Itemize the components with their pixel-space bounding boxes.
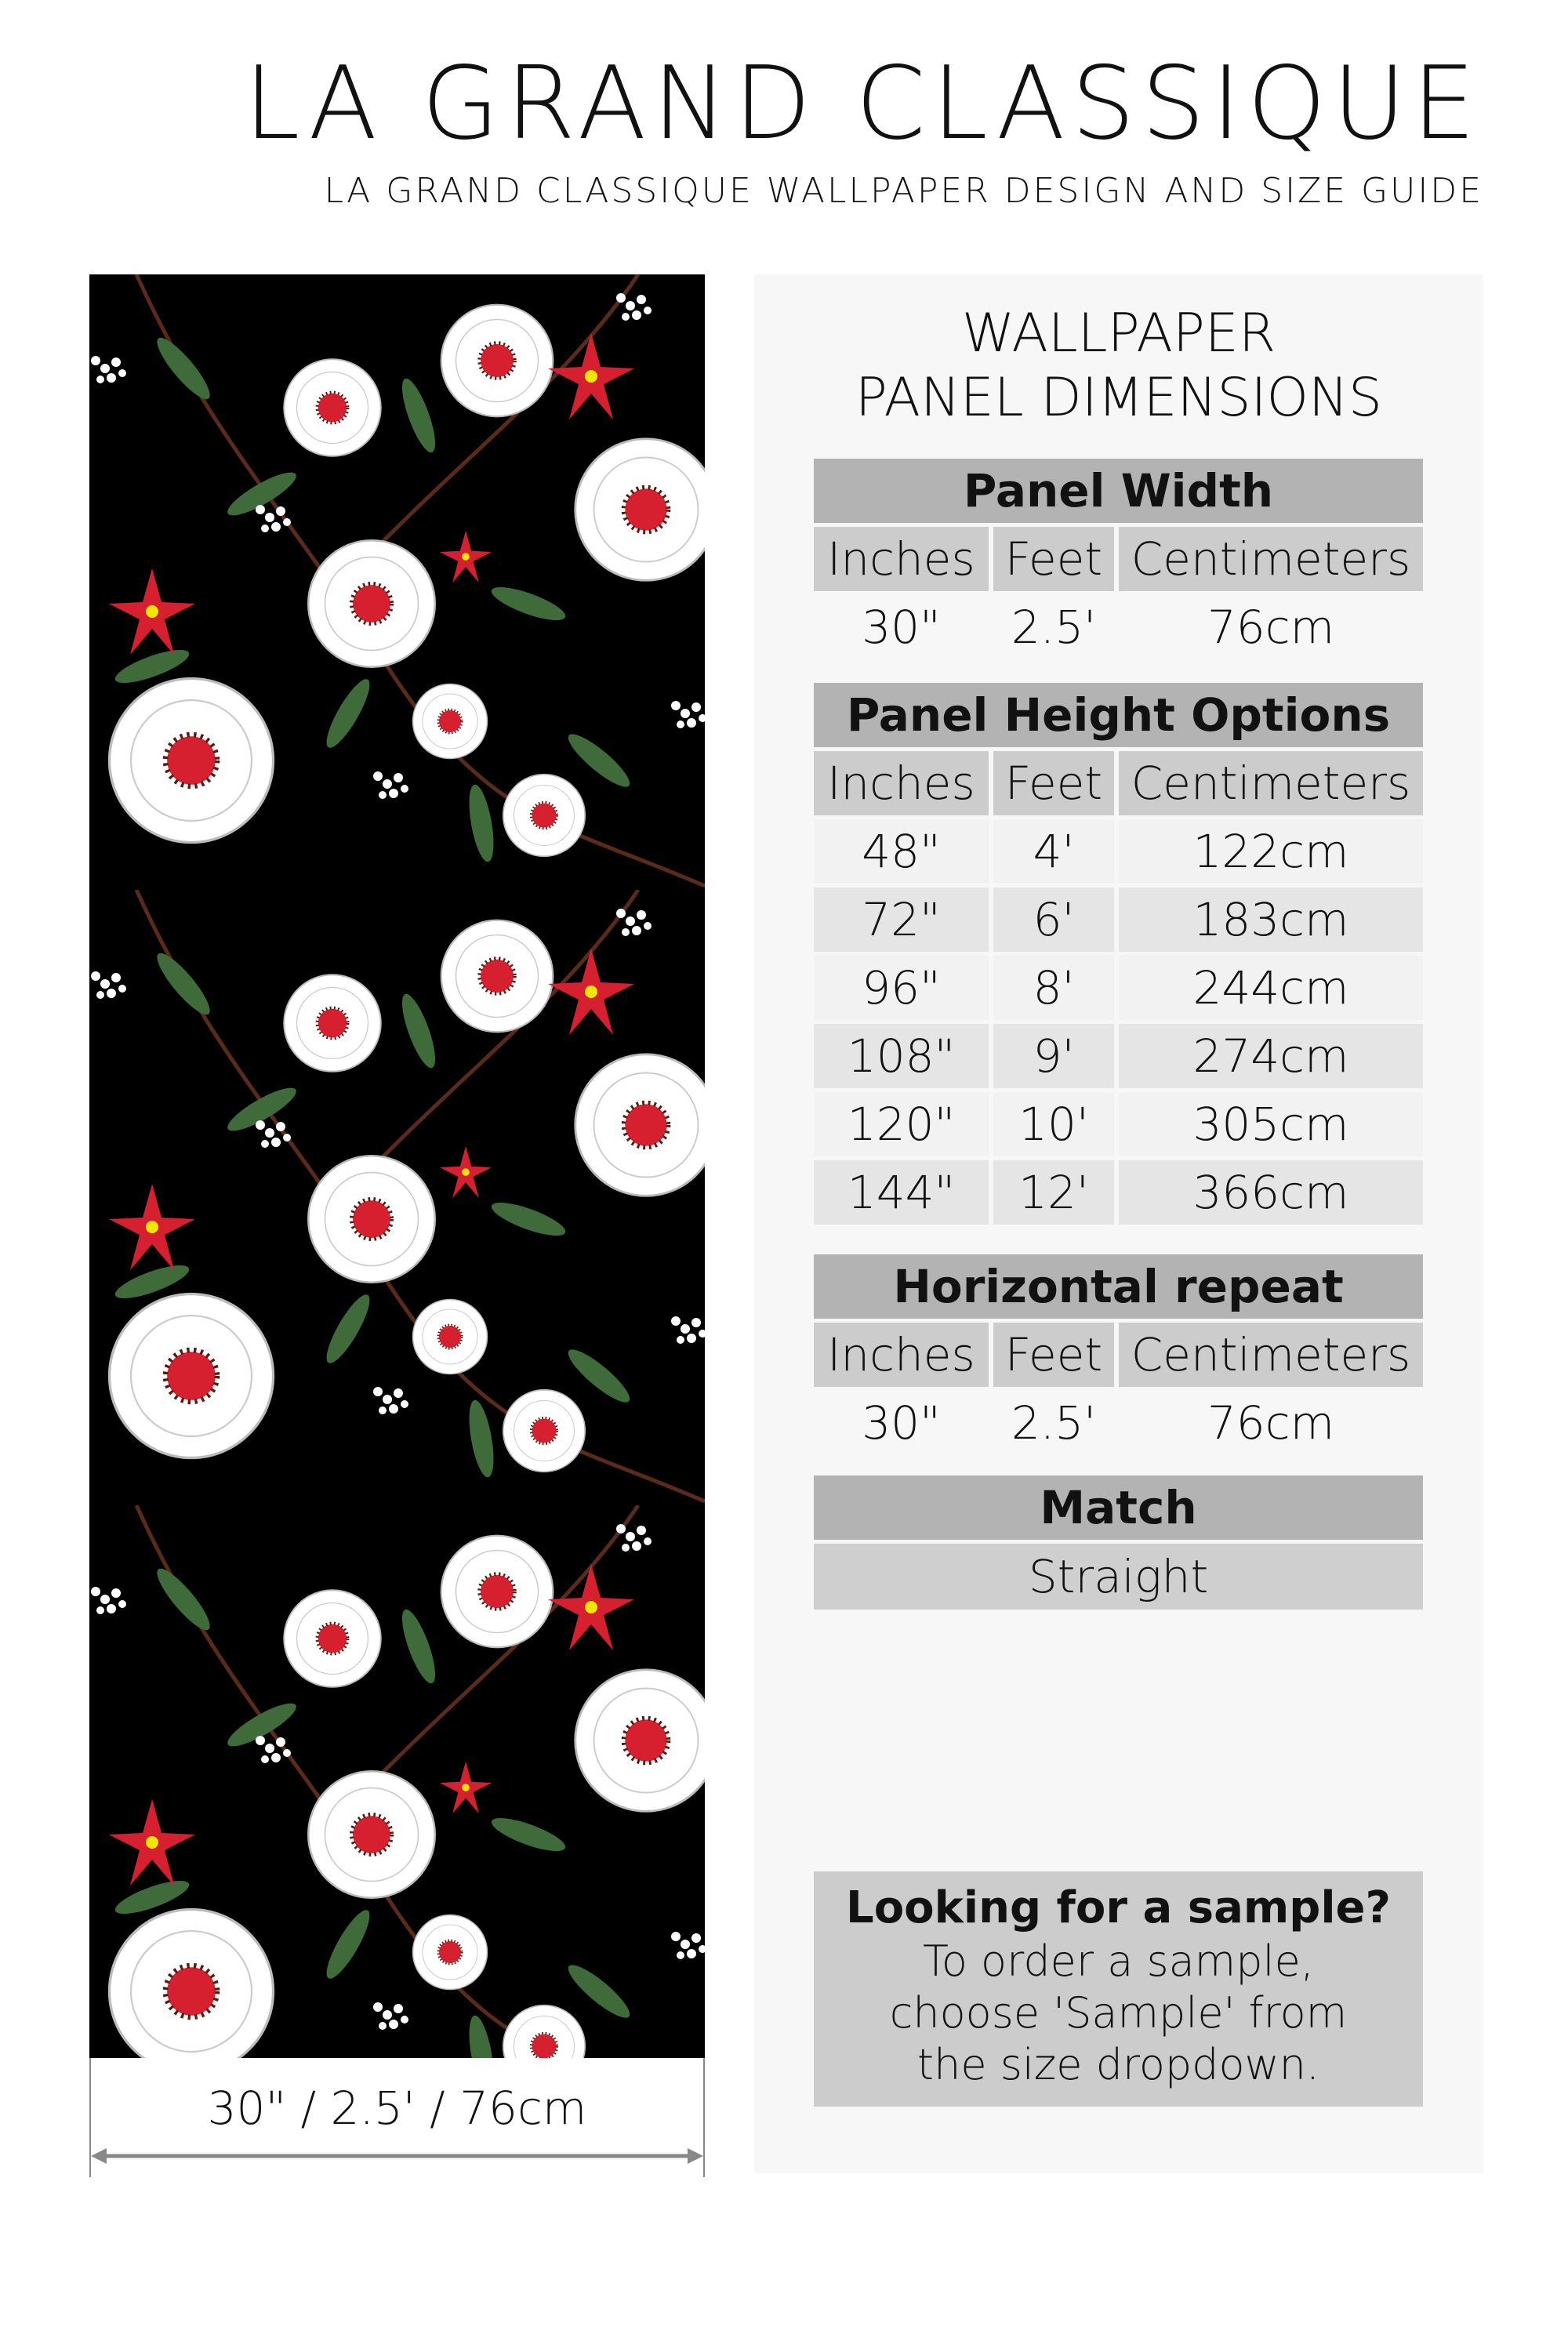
panel-height-table (814, 683, 1423, 1225)
table-row (814, 1391, 1423, 1455)
value-inches: 30" (862, 1396, 941, 1450)
value-centimeters: 244cm (1119, 956, 1423, 1020)
panel-width-dimension (89, 2058, 705, 2177)
value-centimeters: 305cm (1119, 1092, 1423, 1156)
title-line-1: WALLPAPER (961, 303, 1276, 365)
brand-subtitle: LA GRAND CLASSIQUE WALLPAPER DESIGN AND SIZE GUIDE (324, 171, 1483, 211)
double-arrow-icon (91, 2148, 703, 2164)
col-feet: Feet (993, 527, 1114, 591)
value-centimeters: 183cm (1119, 887, 1423, 952)
value-inches: 30" (862, 601, 941, 654)
value-inches: 48" (814, 819, 989, 884)
col-centimeters: Centimeters (1119, 1323, 1423, 1387)
sample-line-3: the size dropdown. (916, 2040, 1320, 2089)
panel-width-header: Panel Width (814, 459, 1423, 523)
match-header: Match (814, 1475, 1423, 1540)
col-feet: Feet (993, 751, 1114, 815)
table-row (814, 1160, 1423, 1225)
value-feet: 10' (993, 1092, 1114, 1156)
col-inches: Inches (814, 527, 989, 591)
value-inches: 144" (814, 1160, 989, 1225)
value-inches: 72" (814, 887, 989, 952)
match-value: Straight (814, 1544, 1423, 1610)
value-feet: 4' (993, 819, 1114, 884)
value-feet: 12' (993, 1160, 1114, 1225)
title-line-2: PANEL DIMENSIONS (855, 367, 1383, 429)
col-centimeters: Centimeters (1119, 527, 1423, 591)
table-row (814, 1024, 1423, 1088)
wallpaper-pattern-preview (89, 274, 705, 2058)
dimensions-panel (754, 274, 1483, 2173)
value-feet: 2.5' (1011, 601, 1097, 654)
sample-line-2: choose 'Sample' from (889, 1988, 1348, 2038)
horizontal-repeat-header: Horizontal repeat (814, 1254, 1423, 1319)
panel-width-table (814, 459, 1423, 659)
col-feet: Feet (993, 1323, 1114, 1387)
value-centimeters: 274cm (1119, 1024, 1423, 1088)
value-inches: 96" (814, 956, 989, 1020)
col-inches: Inches (814, 751, 989, 815)
value-inches: 120" (814, 1092, 989, 1156)
table-row (814, 887, 1423, 952)
value-centimeters: 76cm (1207, 601, 1335, 654)
panel-height-header: Panel Height Options (814, 683, 1423, 747)
col-centimeters: Centimeters (1119, 751, 1423, 815)
table-row (814, 819, 1423, 884)
brand-title: LA GRAND CLASSIQUE (244, 45, 1482, 162)
column-headers (814, 527, 1423, 591)
sample-info-box (814, 1871, 1423, 2107)
table-row (814, 1092, 1423, 1156)
sample-line-1: To order a sample, (923, 1936, 1314, 1986)
value-feet: 8' (993, 956, 1114, 1020)
value-inches: 108" (814, 1024, 989, 1088)
value-feet: 6' (993, 887, 1114, 952)
value-feet: 2.5' (1011, 1396, 1097, 1450)
value-centimeters: 366cm (1119, 1160, 1423, 1225)
panel-width-label: 30" / 2.5' / 76cm (207, 2082, 587, 2135)
match-table (814, 1475, 1423, 1610)
value-centimeters: 76cm (1207, 1396, 1335, 1450)
col-inches: Inches (814, 1323, 989, 1387)
sample-title: Looking for a sample? (846, 1882, 1391, 1933)
horizontal-repeat-table (814, 1254, 1423, 1455)
panel-dimensions-title (754, 302, 1483, 430)
value-centimeters: 122cm (1119, 819, 1423, 884)
table-row (814, 956, 1423, 1020)
table-row (814, 595, 1423, 659)
column-headers (814, 1323, 1423, 1387)
value-feet: 9' (993, 1024, 1114, 1088)
column-headers (814, 751, 1423, 815)
